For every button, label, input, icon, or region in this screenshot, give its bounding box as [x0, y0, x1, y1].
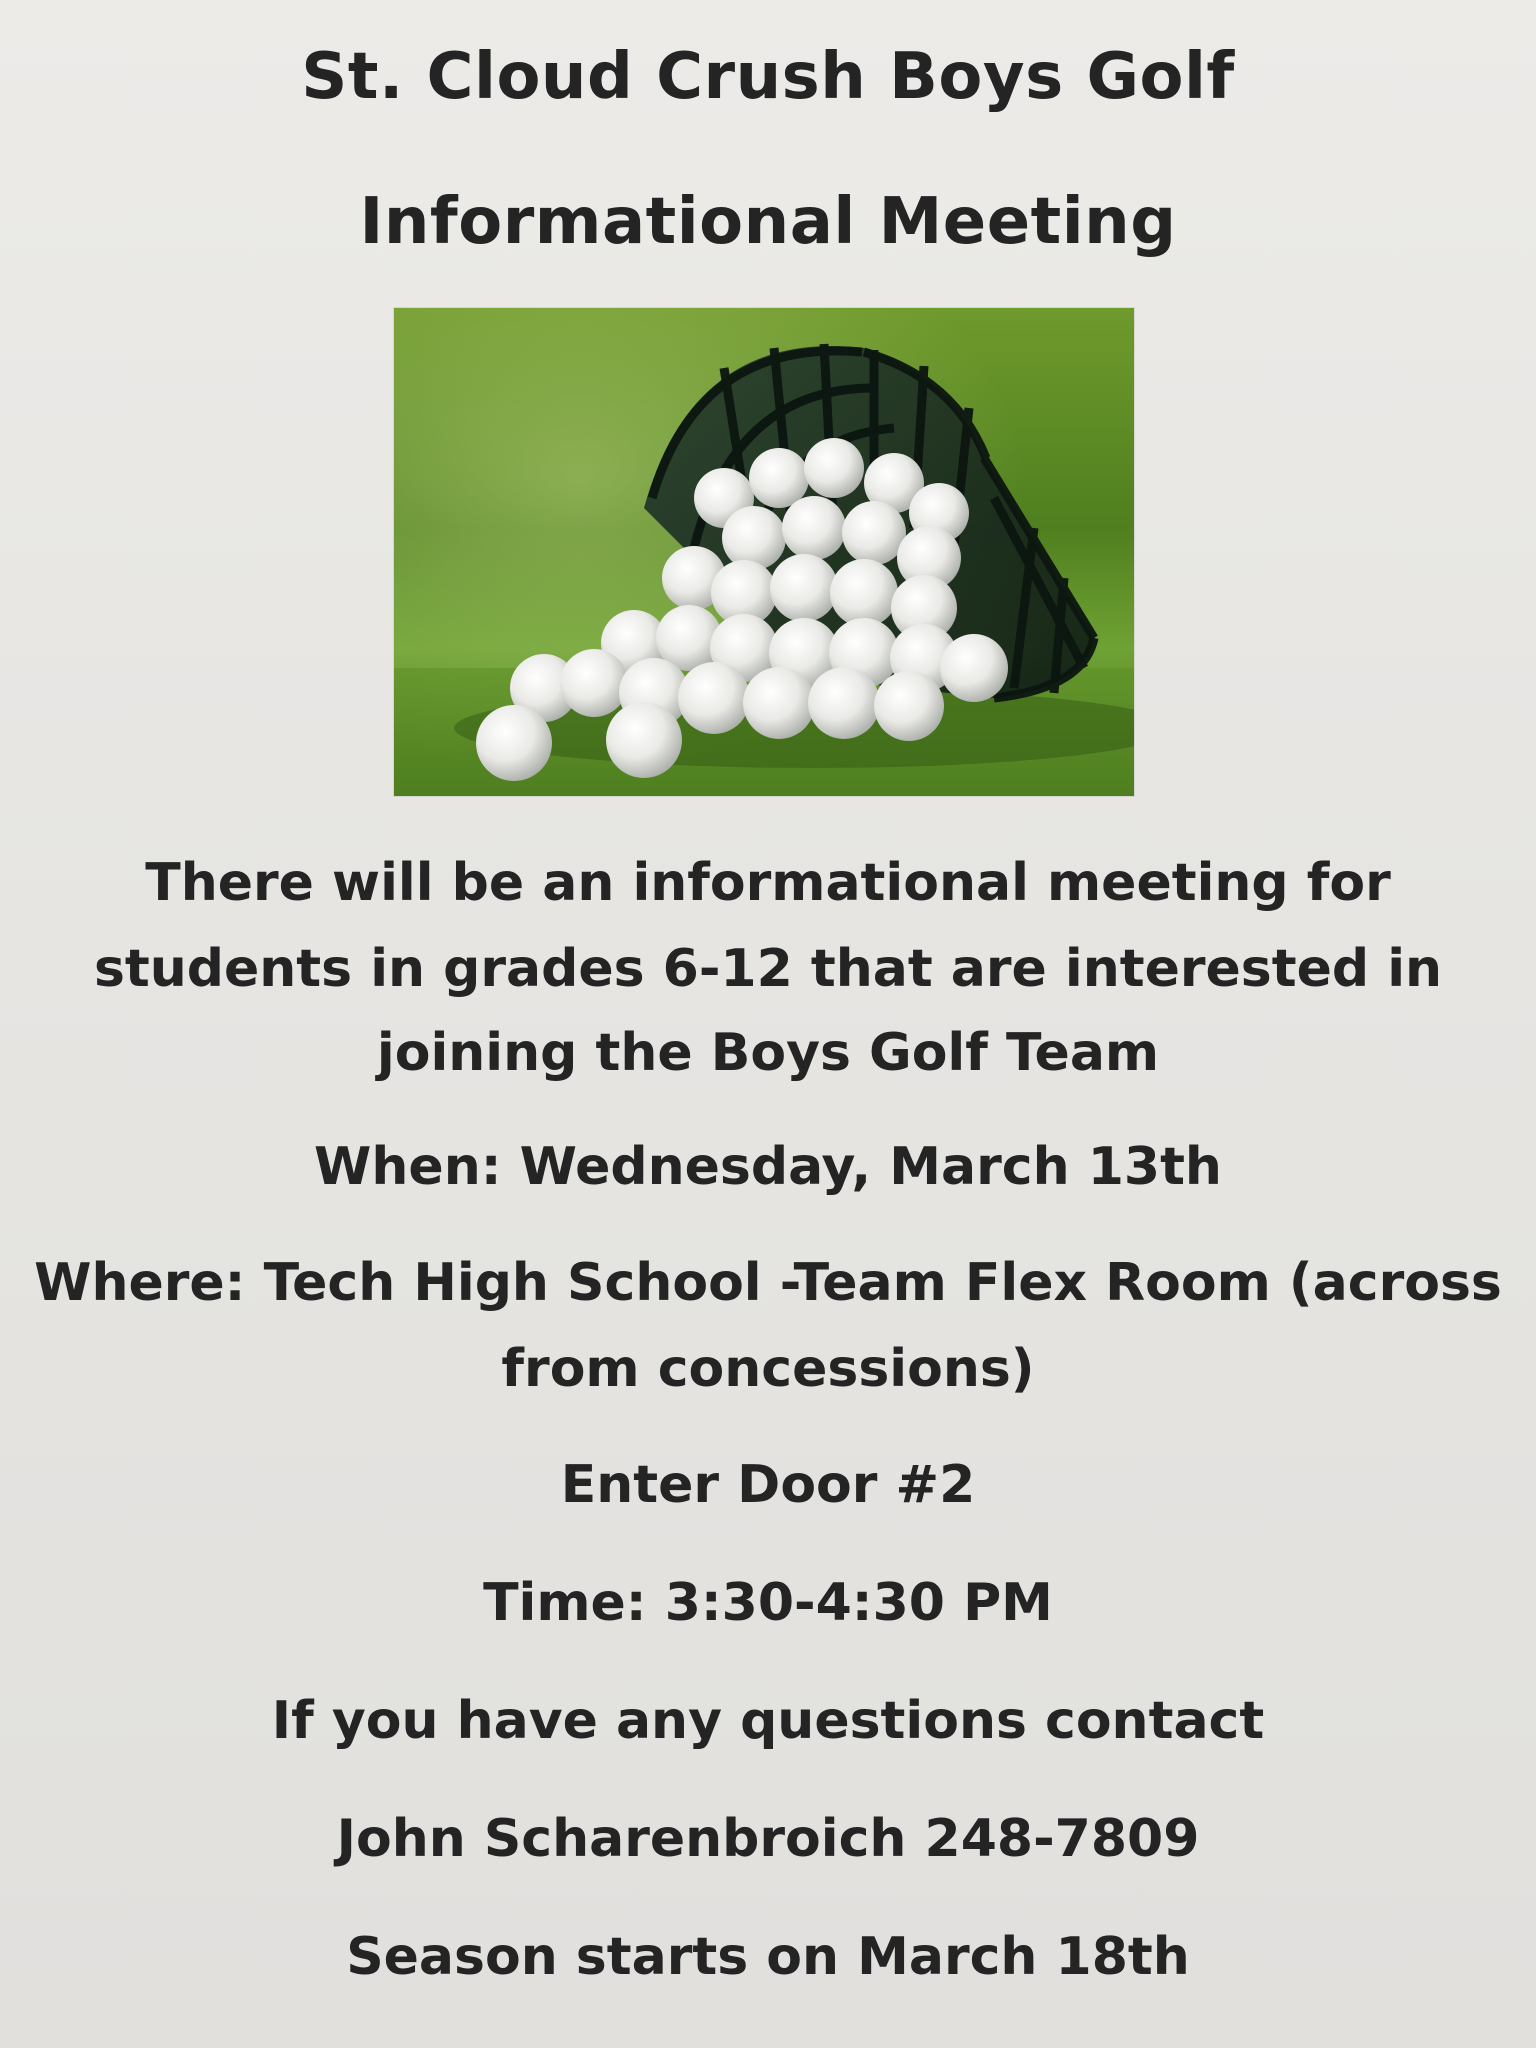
- intro-line-1: There will be an informational meeting for: [145, 853, 1391, 913]
- meeting-time: Time: 3:30-4:30 PM: [483, 1573, 1053, 1633]
- meeting-date: When: Wednesday, March 13th: [314, 1137, 1222, 1197]
- intro-line-3: joining the Boys Golf Team: [376, 1023, 1160, 1083]
- golf-balls-photo: [394, 308, 1134, 796]
- season-start: Season starts on March 18th: [346, 1927, 1190, 1987]
- meeting-location-line-1: Where: Tech High School -Team Flex Room (across: [34, 1253, 1502, 1313]
- meeting-location-line-2: from concessions): [501, 1339, 1035, 1399]
- entry-door: Enter Door #2: [560, 1455, 976, 1515]
- intro-line-2: students in grades 6-12 that are interested in: [93, 939, 1443, 999]
- flyer-title-line-1: St. Cloud Crush Boys Golf: [301, 40, 1235, 114]
- contact-name-phone: John Scharenbroich 248-7809: [336, 1809, 1200, 1869]
- contact-prompt: If you have any questions contact: [271, 1691, 1265, 1751]
- flyer-title-line-2: Informational Meeting: [359, 185, 1177, 259]
